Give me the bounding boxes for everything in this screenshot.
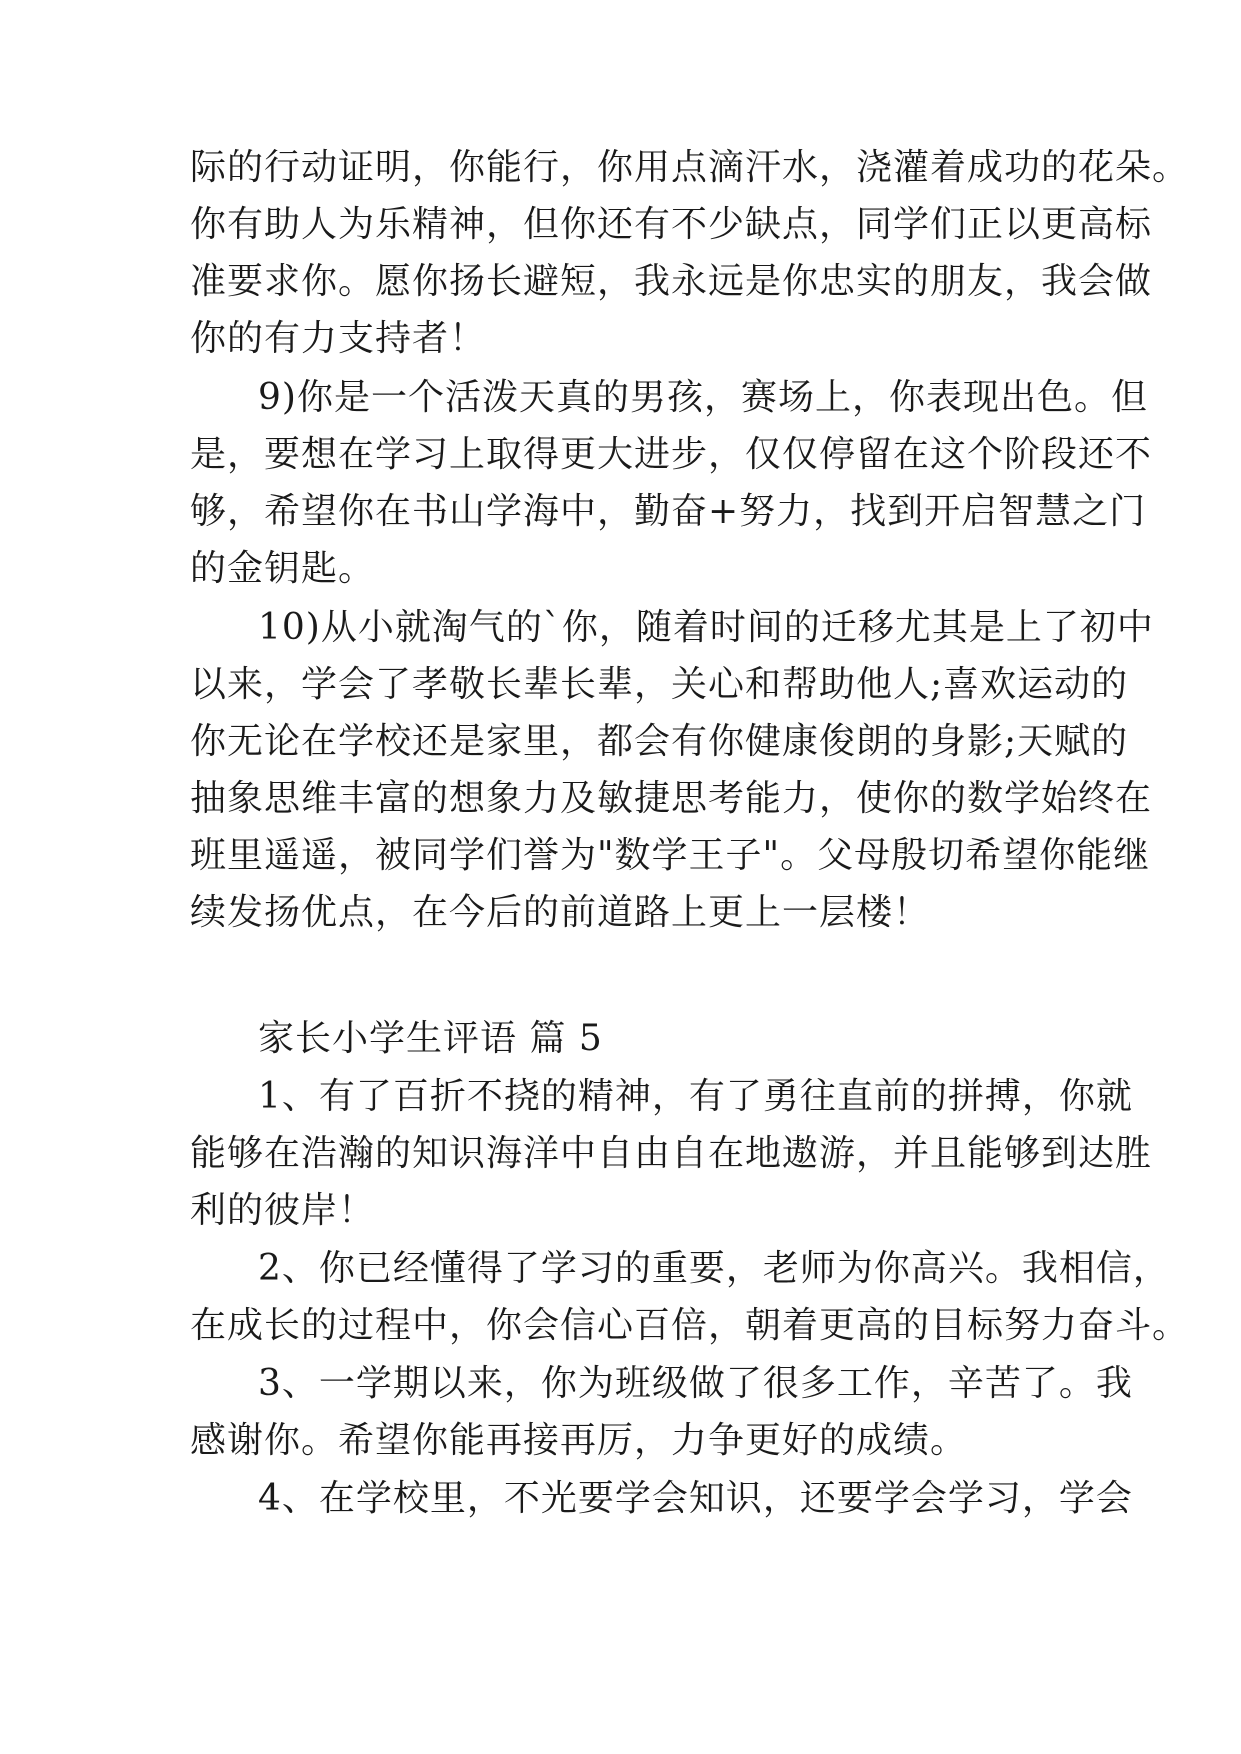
text-line: 班里遥遥，被同学们誉为"数学王子"。父母殷切希望你能继 bbox=[190, 835, 1151, 876]
text-line: 你的有力支持者！ bbox=[190, 318, 487, 359]
text-line: 利的彼岸！ bbox=[190, 1190, 376, 1231]
paragraph-first-line: 4、在学校里，不光要学会知识，还要学会学习，学会 bbox=[258, 1478, 1133, 1519]
text-line: 你无论在学校还是家里，都会有你健康俊朗的身影;天赋的 bbox=[190, 721, 1129, 762]
paragraph-first-line: 1、有了百折不挠的精神，有了勇往直前的拼搏，你就 bbox=[258, 1076, 1133, 1117]
text-line: 以来，学会了孝敬长辈长辈，关心和帮助他人;喜欢运动的 bbox=[190, 664, 1129, 705]
text-line: 是，要想在学习上取得更大进步，仅仅停留在这个阶段还不 bbox=[190, 434, 1153, 475]
text-line: 能够在浩瀚的知识海洋中自由自在地遨游，并且能够到达胜 bbox=[190, 1133, 1153, 1174]
text-line: 感谢你。希望你能再接再厉，力争更好的成绩。 bbox=[190, 1420, 968, 1461]
paragraph-first-line: 10)从小就淘气的`你，随着时间的迁移尤其是上了初中 bbox=[258, 607, 1154, 648]
text-line: 的金钥匙。 bbox=[190, 548, 376, 589]
text-line: 够，希望你在书山学海中，勤奋+努力，找到开启智慧之门 bbox=[190, 491, 1147, 532]
section-heading: 家长小学生评语 篇 5 bbox=[258, 1018, 603, 1059]
text-line: 续发扬优点，在今后的前道路上更上一层楼！ bbox=[190, 892, 931, 933]
text-line: 际的行动证明，你能行，你用点滴汗水，浇灌着成功的花朵。 bbox=[190, 147, 1190, 188]
text-line: 你有助人为乐精神，但你还有不少缺点，同学们正以更高标 bbox=[190, 204, 1153, 245]
text-line: 准要求你。愿你扬长避短，我永远是你忠实的朋友，我会做 bbox=[190, 261, 1153, 302]
text-line: 抽象思维丰富的想象力及敏捷思考能力，使你的数学始终在 bbox=[190, 778, 1153, 819]
text-line: 在成长的过程中，你会信心百倍，朝着更高的目标努力奋斗。 bbox=[190, 1305, 1190, 1346]
paragraph-first-line: 9)你是一个活泼天真的男孩，赛场上，你表现出色。但 bbox=[258, 377, 1148, 418]
paragraph-first-line: 3、一学期以来，你为班级做了很多工作，辛苦了。我 bbox=[258, 1363, 1133, 1404]
paragraph-first-line: 2、你已经懂得了学习的重要，老师为你高兴。我相信， bbox=[258, 1248, 1170, 1289]
